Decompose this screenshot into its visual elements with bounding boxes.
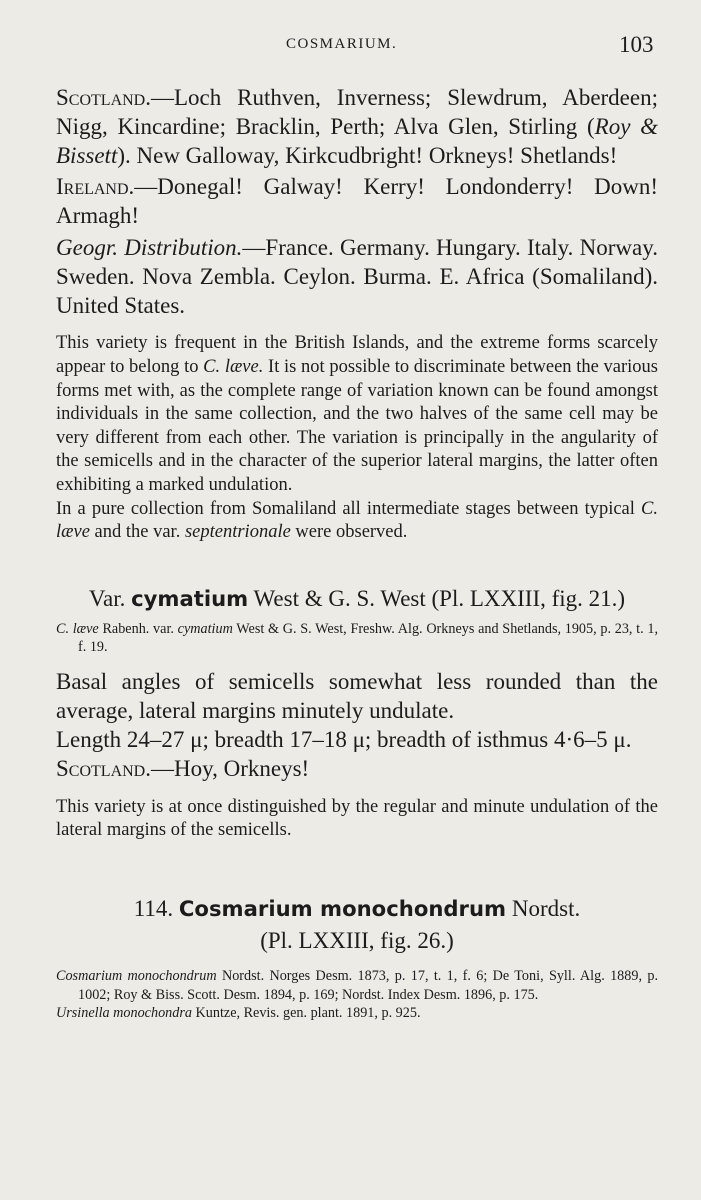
region-label: Ireland. — [56, 174, 135, 200]
synonymy — [56, 620, 658, 657]
species-name: Cosmarium monochondrum — [56, 968, 217, 985]
localities: —Hoy, Orkneys! — [150, 755, 310, 781]
remark-paragraph — [56, 498, 658, 545]
species-name: C. læve — [56, 498, 658, 543]
region-label: Scotland. — [56, 85, 151, 110]
scotland-distribution — [56, 755, 658, 784]
localities: —Loch Ruthven, Inverness; Slewdrum, Aberdeen; Nigg, Kincardine; Bracklin, Perth; Alva Glen, Stirling ( — [56, 85, 658, 139]
citation-text: Nordst. Norges Desm. 1873, p. 17, t. 1, f. 6; De Toni, Syll. Alg. 1889, p. 1002; Roy & Biss. Scott. Desm. 1894, p. 169; Nordst. Index Desm. 1896, p. 175. — [78, 968, 658, 1003]
ireland-distribution — [56, 173, 658, 231]
remark-paragraph — [56, 332, 658, 497]
species-authority: Nordst. — [506, 895, 581, 921]
variety-name: cymatium — [131, 585, 249, 611]
species-number: 114. — [133, 895, 179, 921]
collector-names: Roy & Bissett — [56, 113, 658, 168]
page-body — [56, 84, 658, 1023]
citation-text: Kuntze, Revis. gen. plant. 1891, p. 925. — [191, 1005, 421, 1022]
region-label: Geogr. Distribution. — [56, 234, 243, 260]
synonymy — [56, 967, 658, 1004]
region-label: Scotland. — [56, 755, 151, 781]
countries: —France. Germany. Hungary. Italy. Norway. Sweden. Nova Zembla. Ceylon. Burma. E. Africa (Somaliland). United States. — [56, 234, 658, 318]
citation-text: Rabenh. var. — [98, 620, 178, 637]
remark-text: In a pure collection from Somaliland all intermediate stages between typical — [56, 498, 642, 519]
remark-paragraph: This variety is at once distinguished by the regular and minute undulation of the lateral margins of the semicells. — [56, 796, 658, 841]
scotland-distribution — [56, 84, 658, 170]
running-head — [0, 34, 701, 58]
species-name: C. læve. — [203, 356, 264, 377]
synonymy — [56, 1004, 658, 1022]
variety-prefix: Var. — [88, 585, 132, 611]
variety-name: cymatium — [177, 620, 233, 637]
remark-text: were observed. — [290, 522, 408, 543]
measurements: Length 24–27 μ; breadth 17–18 μ; breadth of isthmus 4·6–5 μ. — [56, 726, 632, 752]
species-name: Ursinella monochondra — [56, 1005, 192, 1022]
plate-reference: (Pl. LXXIII, fig. 26.) — [260, 927, 454, 953]
remark-text: This variety is frequent in the British Islands, and the extreme forms scarcely appear to belong to — [56, 333, 658, 377]
localities: —Donegal! Galway! Kerry! Londonderry! Down! Armagh! — [56, 174, 658, 229]
geographic-distribution — [56, 234, 658, 320]
page-number: 103 — [619, 32, 654, 57]
variety-name: septentrionale — [184, 522, 291, 543]
running-title: COSMARIUM. — [286, 36, 398, 52]
species-name: Cosmarium monochondrum — [178, 895, 507, 921]
citation-text: West & G. S. West, Freshw. Alg. Orkneys and Shetlands, 1905, p. 23, t. 1, f. 19. — [78, 620, 659, 655]
variety-authority: West & G. S. West (Pl. LXXIII, fig. 21.) — [248, 585, 626, 611]
remark-text: It is not possible to discriminate between the various forms met with, as the complete range of variation known can be found amongst individuals in the same collection, and the two halves of the same cell may be very different from each other. The variation is principally in the angularity of the semicells and in the character of the superior lateral margins, the latter often exhibiting a marked undulation. — [56, 356, 658, 495]
species-heading — [56, 895, 658, 924]
localities: ). New Galloway, Kirkcudbright! Orkneys! Shetlands! — [117, 142, 618, 168]
remark-text: and the var. — [89, 522, 185, 543]
species-name: C. læve — [56, 620, 99, 637]
variety-heading — [56, 585, 658, 614]
variety-description: Basal angles of semicells somewhat less rounded than the average, lateral margins minutely undulate. — [56, 669, 658, 724]
